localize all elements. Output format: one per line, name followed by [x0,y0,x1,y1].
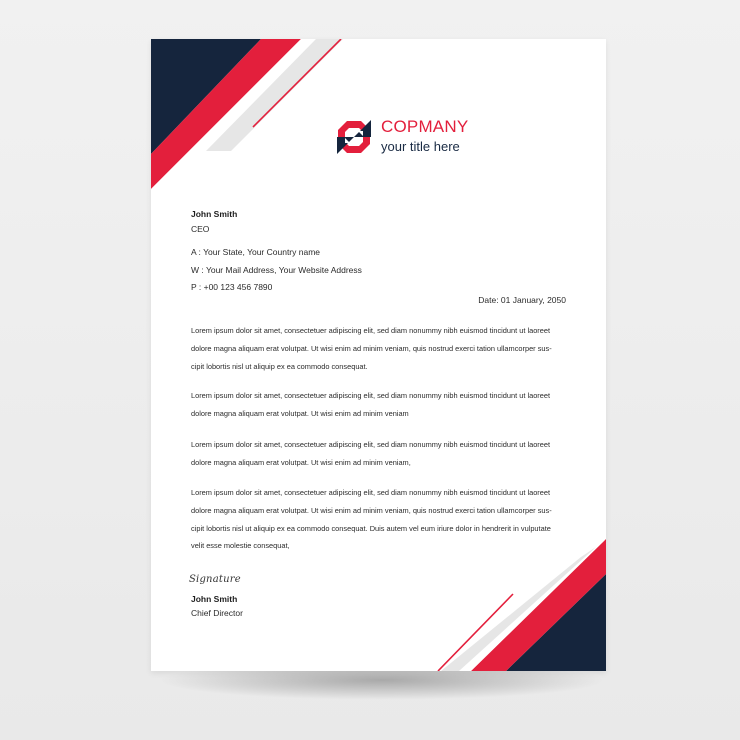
signatory-name: John Smith [191,594,238,604]
sender-web: W : Your Mail Address, Your Website Address [191,265,362,275]
paragraph-line: dolore magna aliquam erat volutpat. Ut wisi enim ad minim veniam, quis nostrud exerci tation ullamcorper sus- [191,343,552,353]
body-paragraph-4 [191,484,569,555]
company-logo-block [337,118,468,155]
paragraph-line: dolore magna aliquam erat volutpat. Ut wisi enim ad minim veniam [191,408,409,418]
paragraph-line: dolore magna aliquam erat volutpat. Ut wisi enim ad minim veniam, quis nostrud exerci tation ullamcorper sus- [191,505,552,515]
paragraph-line: Lorem ipsum dolor sit amet, consectetuer adipiscing elit, sed diam nonummy nibh euismod tincidunt ut laoreet [191,326,551,335]
signatory-title: Chief Director [191,608,243,618]
paragraph-line: Lorem ipsum dolor sit amet, consectetuer adipiscing elit, sed diam nonummy nibh euismod tincidunt ut laoreet [191,440,551,449]
paragraph-line: velit esse molestie consequat, [191,541,290,551]
letterhead-page [151,39,606,671]
octagon-ring-logo-icon [337,120,371,154]
paragraph-line: Lorem ipsum dolor sit amet, consectetuer adipiscing elit, sed diam nonummy nibh euismod tincidunt ut laoreet [191,488,551,497]
body-paragraph-2 [191,387,569,423]
paragraph-line: Lorem ipsum dolor sit amet, consectetuer adipiscing elit, sed diam nonummy nibh euismod tincidunt ut laoreet [191,391,551,400]
letter-date: Date: 01 January, 2050 [478,295,566,305]
sender-phone: P : +00 123 456 7890 [191,282,273,292]
paragraph-line: dolore magna aliquam erat volutpat. Ut wisi enim ad minim veniam, [191,457,411,467]
company-tagline: your title here [381,139,460,154]
signature-script: Signature [189,574,241,585]
sender-name: John Smith [191,209,238,219]
body-paragraph-1 [191,322,569,375]
sender-address: A : Your State, Your Country name [191,247,321,257]
company-name: COPMANY [381,117,469,136]
paragraph-line: cipit lobortis nisl ut aliquip ex ea commodo consequat. [191,361,368,371]
sender-title: CEO [191,224,210,234]
paragraph-line: cipit lobortis nisl ut aliquip ex ea commodo consequat. Duis autem vel eum iriure dolor in hendrerit in vulputate [191,523,551,533]
body-paragraph-3 [191,436,569,472]
